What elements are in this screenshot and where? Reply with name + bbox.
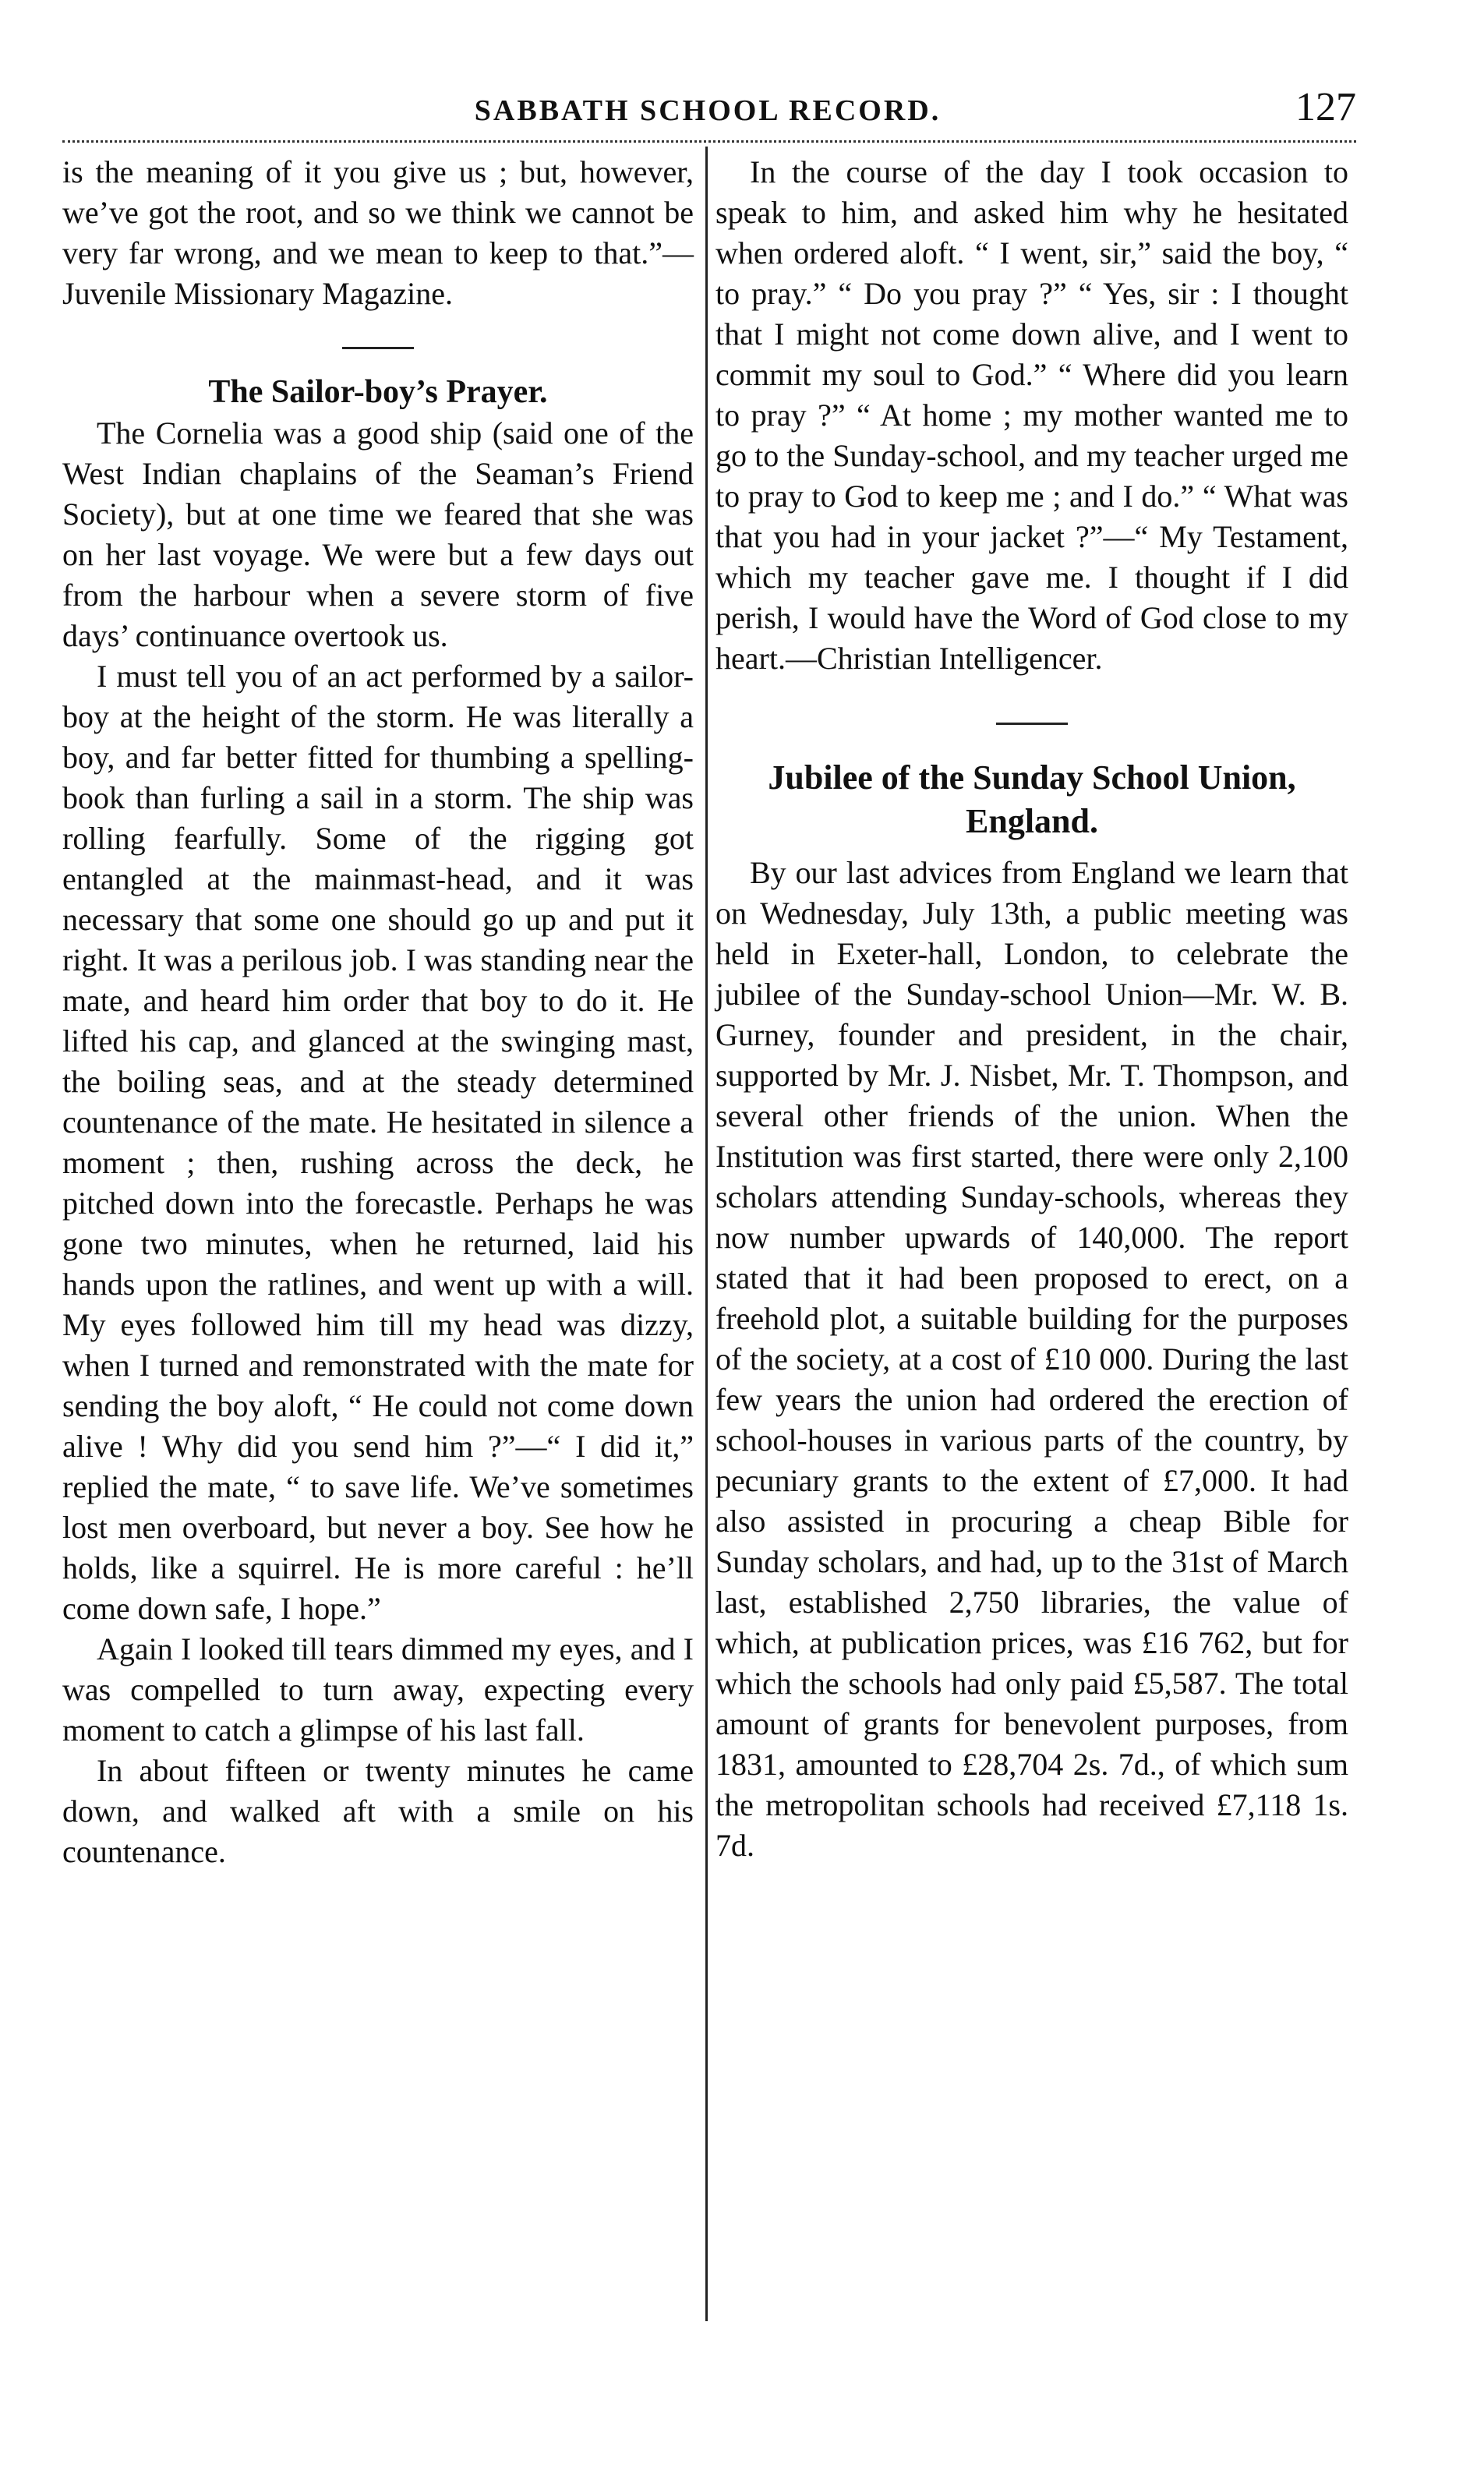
article-title-line: Jubilee of the Sunday School Union, <box>768 758 1296 797</box>
article-title-jubilee <box>716 756 1348 843</box>
continuation-paragraph: In the course of the day I took occasion to speak to him, and asked him why he hesitated when ordered aloft. “ I went, sir,” said the boy, “ to pray.” “ Do you pray ?” “ Yes, sir : I thought that I might not come down alive, and I went to commit my soul to God.” “ Where did you learn to pray ?” “ At home ; my mother wanted me to go to the Sunday-school, and my teacher urged me to pray to God to keep me ; and I do.” “ What was that you had in your jacket ?”—“ My Testament, which my teacher gave me. I thought if I did perish, I would have the Word of God close to my heart.—Christian Intelligencer. <box>716 154 1348 676</box>
paragraph: I must tell you of an act performed by a sailor-boy at the height of the storm. He was literally a boy, and far better fitted for thumbing a spelling-book than furling a sail in a storm. The ship was rolling fearfully. Some of the rigging got entangled at the mainmast-head, and it was necessary that some one should go up and put it right. It was a perilous job. I was standing near the mate, and heard him order that boy to do it. He lifted his cap, and glanced at the swinging mast, the boiling seas, and at the steady determined countenance of the mate. He hesitated in silence a moment ; then, rushing across the deck, he pitched down into the forecastle. Perhaps he was gone two minutes, when he returned, laid his hands upon the ratlines, and went up with a will. My eyes followed him till my head was dizzy, when I turned and remonstrated with the mate for sending the boy aloft, “ He could not come down alive ! Why did you send him ?”—“ I did it,” replied the mate, “ to save life. We’ve sometimes lost men overboard, but never a boy. See how he holds, like a squirrel. He is more careful : he’ll come down safe, I hope.” <box>62 659 694 1626</box>
opening-paragraph: is the meaning of it you give us ; but, however, we’ve got the root, and so we think we cannot be very far wrong, and we mean to keep to that.”—Juvenile Missionary Magazine. <box>62 154 694 311</box>
header-rule <box>62 140 1356 143</box>
article-title-sailor-boy: The Sailor-boy’s Prayer. <box>208 374 548 410</box>
right-column <box>716 152 1348 1866</box>
article-body-jubilee: By our last advices from England we learn that on Wednesday, July 13th, a public meeting was held in Exeter-hall, London, to celebrate the jubilee of the Sunday-school Union—Mr. W. B. Gurney, founder and president, in the chair, supported by Mr. J. Nisbet, Mr. T. Thompson, and several other friends of the union. When the Institution was first started, there were only 2,100 scholars attending Sunday-schools, whereas they now number upwards of 140,000. The report stated that it had been proposed to erect, on a freehold plot, a suitable building for the purposes of the society, at a cost of £10 000. During the last few years the union had ordered the erection of school-houses in various parts of the country, by pecuniary grants to the extent of £7,000. It had also assisted in procuring a cheap Bible for Sunday scholars, and had, up to the 31st of March last, established 2,750 libraries, the value of which, at publication prices, was £16 762, but for which the schools had only paid £5,587. The total amount of grants for benevolent purposes, from 1831, amounted to £28,704 2s. 7d., of which sum the metropolitan schools had received £7,118 1s. 7d. <box>716 855 1348 1863</box>
paragraph: Again I looked till tears dimmed my eyes, and I was compelled to turn away, expecting every moment to catch a glimpse of his last fall. <box>62 1631 694 1748</box>
page-header <box>62 84 1356 147</box>
left-column <box>62 152 694 1872</box>
article-body-sailor-boy <box>62 413 694 1872</box>
running-title: SABBATH SCHOOL RECORD. <box>474 94 942 127</box>
paragraph: The Cornelia was a good ship (said one of the West Indian chaplains of the Seaman’s Friend Society), but at one time we feared that she was on her last voyage. We were but a few days out from the harbour when a severe storm of five days’ continuance overtook us. <box>62 415 694 653</box>
article-title-line: England. <box>966 802 1098 840</box>
column-divider <box>705 147 708 2321</box>
page-number: 127 <box>1295 85 1356 129</box>
paragraph: In about fifteen or twenty minutes he came down, and walked aft with a smile on his countenance. <box>62 1753 694 1869</box>
